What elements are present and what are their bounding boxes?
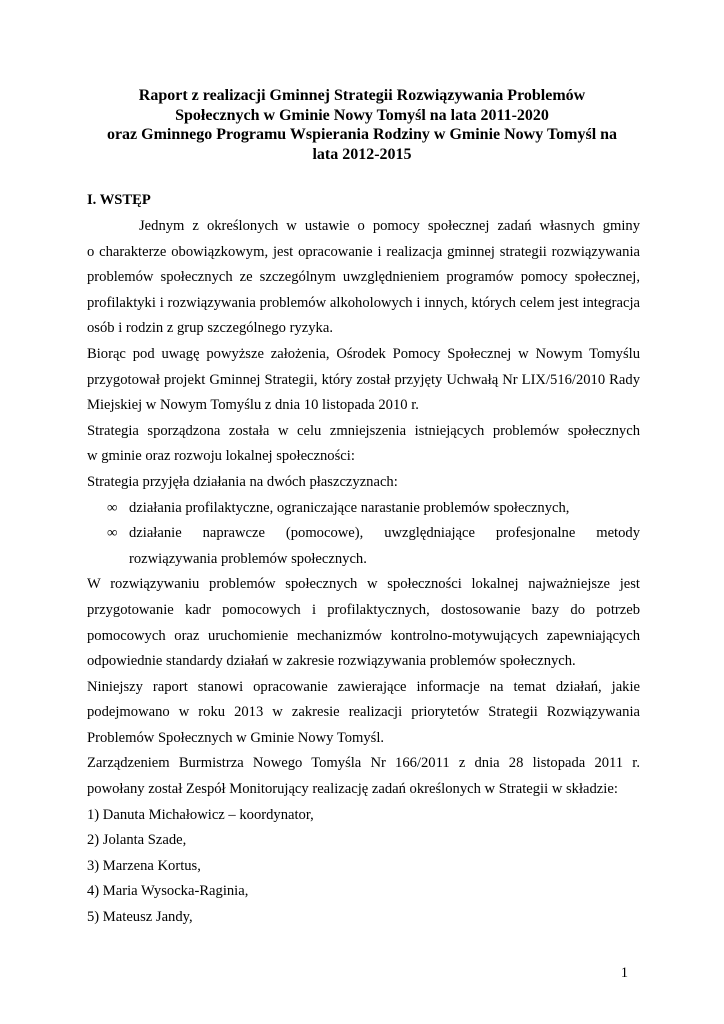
paragraph-line: Miejskiej w Nowym Tomyślu z dnia 10 listopada 2010 r.: [87, 397, 419, 414]
paragraph-line: profilaktyki i rozwiązywania problemów alkoholowych i innych, których celem jest integracja: [87, 294, 640, 311]
bullet-text-continued: rozwiązywania problemów społecznych.: [129, 550, 367, 567]
title-line-4: lata 2012-2015: [312, 145, 412, 163]
member-item: 2) Jolanta Szade,: [87, 832, 187, 849]
title-line-1: Raport z realizacji Gminnej Strategii Rozwiązywania Problemów: [138, 87, 586, 104]
infinity-bullet-icon: ∞: [107, 525, 118, 542]
title-line-2: Społecznych w Gminie Nowy Tomyśl na lata 2011-2020: [175, 106, 549, 124]
bullet-item: [87, 496, 640, 522]
member-item: 1) Danuta Michałowicz – koordynator,: [87, 806, 314, 823]
bullet-item: [87, 521, 640, 547]
paragraph-line: Biorąc pod uwagę powyższe założenia, Ośrodek Pomocy Społecznej w Nowym Tomyślu: [87, 345, 640, 362]
paragraph-line: w gminie oraz rozwoju lokalnej społeczności:: [87, 448, 355, 465]
paragraph-line: Niniejszy raport stanowi opracowanie zawierające informacje na temat działań, jakie: [87, 678, 640, 695]
bullet-text: działania profilaktyczne, ograniczające narastanie problemów społecznych,: [129, 499, 570, 516]
paragraph-line: Strategia przyjęła działania na dwóch płaszczyznach:: [87, 473, 398, 490]
paragraph-line: problemów społecznych ze szczególnym uwzględnieniem programów pomocy społecznej,: [87, 269, 640, 286]
paragraph-line: powołany został Zespół Monitorujący realizację zadań określonych w Strategii w składzie:: [87, 781, 618, 798]
paragraph-line: o charakterze obowiązkowym, jest opracowanie i realizacja gminnej strategii rozwiązywania: [87, 243, 640, 260]
title-line-3: oraz Gminnego Programu Wspierania Rodziny w Gminie Nowy Tomyśl na: [106, 126, 618, 143]
paragraph-line: odpowiednie standardy działań w zakresie rozwiązywania problemów społecznych.: [87, 653, 576, 670]
report-title: [60, 86, 664, 164]
bullet-text: działanie naprawcze (pomocowe), uwzględniające profesjonalne metody: [129, 525, 640, 542]
paragraph-line: Strategia sporządzona została w celu zmniejszenia istniejących problemów społecznych: [87, 422, 640, 439]
member-item: 4) Maria Wysocka-Raginia,: [87, 883, 249, 900]
paragraph-line: przygotował projekt Gminnej Strategii, który został przyjęty Uchwałą Nr LIX/516/2010 Rady: [87, 371, 640, 388]
section-heading: I. WSTĘP: [87, 192, 151, 208]
document-body: [87, 190, 640, 931]
member-item: 3) Marzena Kortus,: [87, 857, 201, 874]
paragraph-line: przygotowanie kadr pomocowych i profilaktycznych, dostosowanie bazy do potrzeb: [87, 601, 640, 618]
paragraph-line: Zarządzeniem Burmistrza Nowego Tomyśla Nr 166/2011 z dnia 28 listopada 2011 r.: [87, 755, 640, 772]
paragraph-line: Jednym z określonych w ustawie o pomocy społecznej zadań własnych gminy: [139, 218, 640, 234]
paragraph-line: podejmowano w roku 2013 w zakresie realizacji priorytetów Strategii Rozwiązywania: [87, 704, 640, 721]
page-number: 1: [620, 965, 628, 981]
member-item: 5) Mateusz Jandy,: [87, 909, 193, 926]
paragraph-line: Problemów Społecznych w Gminie Nowy Tomyśl.: [87, 729, 385, 746]
paragraph-line: pomocowych oraz uruchomienie mechanizmów kontrolno-motywujących zapewniających: [87, 627, 640, 644]
paragraph-line: W rozwiązywaniu problemów społecznych w społeczności lokalnej najważniejsze jest: [87, 576, 640, 593]
infinity-bullet-icon: ∞: [107, 499, 118, 516]
paragraph-line: osób i rodzin z grup szczególnego ryzyka.: [87, 320, 333, 337]
